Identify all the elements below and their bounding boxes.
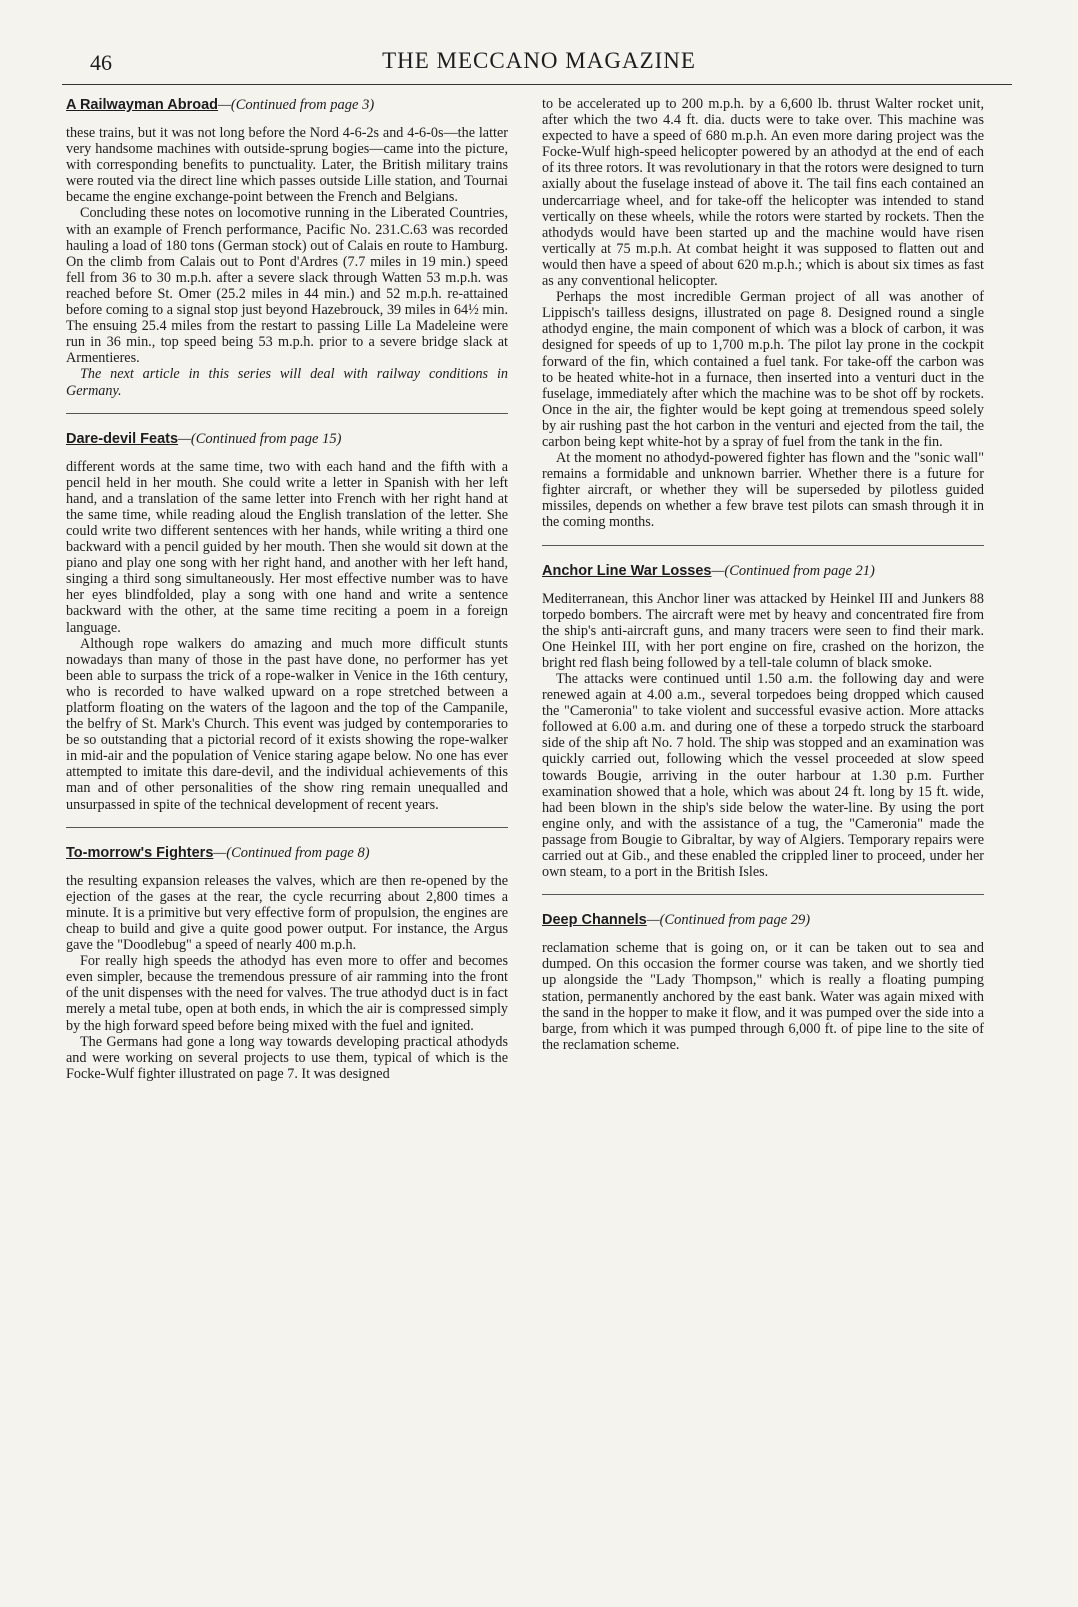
header-rule	[62, 84, 1012, 85]
continued-note: —(Continued from page 3)	[218, 97, 375, 113]
article-anchor-line-war-losses	[542, 562, 984, 881]
paragraph: For really high speeds the athodyd has even more to offer and becomes even simpler, because the tremendous pressure of air ramming into the front of the unit dispenses with the need for valves. The true athodyd duct is in fact merely a metal tube, open at both ends, in which the air is compressed simply by the high forward speed before being mixed with the fuel and ignited.	[66, 953, 508, 1034]
section-divider	[66, 413, 508, 414]
article-title: To-morrow's Fighters	[66, 844, 214, 861]
continued-note: —(Continued from page 15)	[178, 430, 342, 447]
paragraph: Perhaps the most incredible German project of all was another of Lippisch's tailless designs, illustrated on page 8. Designed round a single athodyd engine, the main component of which was a block of carbon, it was designed for speeds of up to 1,700 m.p.h. The pilot lay prone in the cockpit forward of the fin, which contained a fuel tank. For take-off the carbon was to be heated white-hot in a furnace, then inserted into a venturi duct in the fuselage, immediately after which the machine was to be shot off by rockets. Once in the air, the fighter would be kept going at tremendous speed solely by air rushing past the hot carbon in the venturi and ejected from the tail, the carbon being kept white-hot by a spray of fuel from the tank in the fin.	[542, 289, 984, 450]
section-divider	[542, 545, 984, 546]
right-column	[542, 96, 984, 1067]
paragraph: reclamation scheme that is going on, or it can be taken out to sea and dumped. On this occasion the former course was taken, and we shortly tied up alongside the "Lady Thompson," which is really a floating pumping station, permanently anchored by the east bank. Water was again mixed with the sand in the hopper to make it flow, and it was pumped over the side into a barge, from which it was pumped through 6,000 ft. of pipe line to the site of the reclamation scheme.	[542, 940, 984, 1053]
article-heading	[66, 430, 508, 449]
article-title: Dare-devil Feats	[66, 430, 179, 447]
paragraph: different words at the same time, two with each hand and the fifth with a pencil held in her mouth. She could write a letter in Spanish with her left hand, and a translation of the same letter into French with her right hand at the same time, while reading aloud the English translation of the letter. She could write two different sentences with her hands, while writing a third one backward with a pencil guided by her mouth. Then she would sit down at the piano and play one song with her right hand, and another with her left hand, singing a third song simultaneously. Her most effective number was to have her eyes blindfolded, play a song with one hand and write a sentence backward with the other, at the same time reciting a poem in a foreign language.	[66, 458, 508, 636]
article-heading	[66, 96, 508, 115]
article-railwayman-abroad	[66, 96, 508, 399]
paragraph: these trains, but it was not long before the Nord 4-6-2s and 4-6-0s—the latter very handsome machines with outside-sprung bogies—came into the picture, with corresponding benefits to punctuality. Later, the British military trains were routed via the direct line which passes outside Lille station, and Tournai became the engine exchange-point between the French and Belgians.	[66, 125, 508, 206]
article-title: Anchor Line War Losses	[542, 562, 712, 579]
article-dare-devil-feats	[66, 430, 508, 813]
section-divider	[542, 894, 984, 895]
paragraph: the resulting expansion releases the valves, which are then re-opened by the ejection of the gases at the rear, the cycle recurring about 2,800 times a minute. It is a primitive but very effective form of propulsion, the engines are cheap to build and give a quite good power output. For instance, the Argus gave the "Doodlebug" a speed of nearly 400 m.p.h.	[66, 872, 508, 954]
continued-note: —(Continued from page 8)	[213, 844, 370, 861]
paragraph: The attacks were continued until 1.50 a.m. the following day and were renewed again at 4.00 a.m., several torpedoes being dropped which caused the "Cameronia" to take violent and successful evasive action. More attacks followed at 6.00 a.m. and during one of these a torpedo struck the starboard side of the ship aft No. 7 hold. The ship was stopped and an examination was quickly carried out, following which the vessel proceeded at slow speed towards Bougie, arriving in the outer harbour at 1.30 p.m. Further examination showed that a hole, which was about 24 ft. long by 15 ft. wide, had been blown in the ship's side below the water-line. By using the port engine only, and with the assistance of a tug, the "Cameronia" made the passage from Bougie to Gibraltar, by way of Algiers. Temporary repairs were carried out at Gib., and these enabled the crippled liner to proceed, under her own steam, to a port in the British Isles.	[542, 671, 984, 881]
left-column	[66, 96, 508, 1096]
magazine-title: THE MECCANO MAGAZINE	[382, 48, 696, 73]
article-heading	[542, 562, 984, 581]
continued-note: —(Continued from page 21)	[711, 562, 875, 579]
paragraph: Concluding these notes on locomotive running in the Liberated Countries, with an example of French performance, Pacific No. 231.C.63 was recorded hauling a load of 180 tons (German stock) out of Calais en route to Hamburg. On the climb from Calais out to Pont d'Ardres (7.7 miles in 19 min.) speed fell from 36 to 30 m.p.h. after a severe slack through Watten 53 m.p.h. was reached before St. Omer (25.2 miles in 44 min.) and 52 m.p.h. re-attained before coming to a signal stop just beyond Hazebrouck, 39 miles in 64½ min. The ensuing 25.4 miles from the restart to passing Lille La Madeleine were run in 36 min., top speed being 53 m.p.h. prior to a severe bridge slack at Armentieres.	[66, 205, 508, 367]
article-title: Deep Channels	[542, 912, 647, 929]
article-title: A Railwayman Abroad	[66, 97, 219, 113]
paragraph: Although rope walkers do amazing and much more difficult stunts nowadays than many of those in the past have done, no performer has yet been able to surpass the trick of a rope-walker in Venice in the 16th century, who is recorded to have walked upward on a rope stretched between a platform floating on the waters of the lagoon and the top of the Campanile, the belfry of St. Mark's Church. This event was judged by contemporaries to be so outstanding that a pictorial record of it exists showing the rope-walker in mid-air and the population of Venice staring agape below. No one has ever attempted to imitate this dare-devil, and the individual achievements of this man and of other personalities of the show ring remain unequalled and unsurpassed in spite of the technical development of recent years.	[66, 635, 508, 813]
section-divider	[66, 827, 508, 828]
article-deep-channels	[542, 911, 984, 1053]
page-number: 46	[90, 50, 112, 75]
paragraph: At the moment no athodyd-powered fighter has flown and the "sonic wall" remains a formidable and unknown barrier. Whether there is a future for fighter aircraft, or whether they will be superseded by pilotless guided missiles, depends on whether a few brave test pilots can smash through it in the coming months.	[542, 450, 984, 531]
article-heading	[66, 844, 508, 863]
paragraph: Mediterranean, this Anchor liner was attacked by Heinkel III and Junkers 88 torpedo bombers. The aircraft were met by heavy and concentrated fire from the ship's anti-aircraft guns, and many tracers were seen to find their mark. One Heinkel III, with her port engine on fire, crashed on the horizon, the bright red flash being followed by a tell-tale column of black smoke.	[542, 590, 984, 671]
article-tomorrows-fighters	[66, 844, 508, 1082]
article-tomorrows-fighters-cont	[542, 96, 984, 531]
paragraph: The Germans had gone a long way towards developing practical athodyds and were working on several projects to use them, typical of which is the Focke-Wulf fighter illustrated on page 7. It was designed	[66, 1033, 508, 1082]
paragraph: to be accelerated up to 200 m.p.h. by a 6,600 lb. thrust Walter rocket unit, after which the two 4.4 ft. dia. ducts were to take over. This machine was expected to have a speed of 680 m.p.h. An even more daring project was the Focke-Wulf high-speed helicopter powered by an athodyd at the end of each of its three rotors. It was revolutionary in that the rotors were designed to turn axially about the fuselage instead of above it. The tail fins each contained an undercarriage wheel, and for take-off the helicopter was intended to stand vertically on these wheels, while the rotors were started by rockets. Then the athodyds would have been started up and the machine would have risen vertically at 75 m.p.h. At combat height it was supposed to flatten out and would then have a speed of about 620 m.p.h.; which is about six times as fast as any conventional helicopter.	[542, 96, 984, 290]
article-heading	[542, 911, 984, 930]
continued-note: —(Continued from page 29)	[646, 912, 811, 929]
paragraph: The next article in this series will deal with railway conditions in Germany.	[66, 366, 508, 399]
